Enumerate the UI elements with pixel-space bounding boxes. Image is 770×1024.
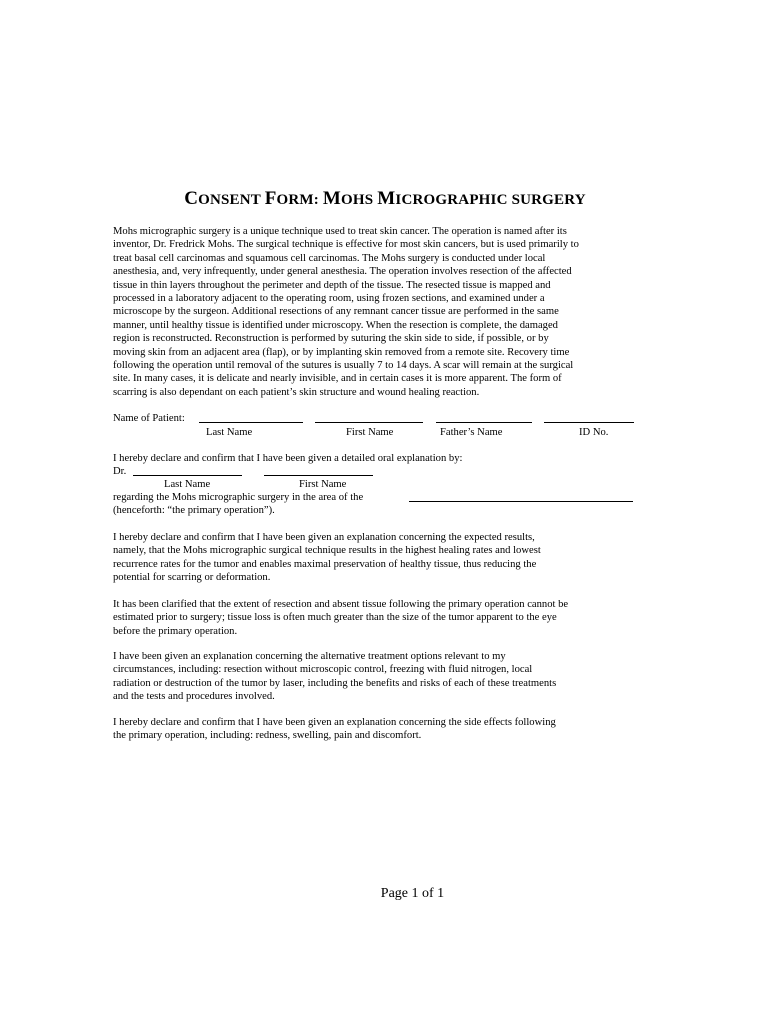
- patient-id-caption: ID No.: [579, 427, 609, 438]
- intro-line: following the operation until removal of the sutures is usually 7 to 14 days. A scar will remain at the surgical: [113, 359, 574, 371]
- intro-line: Mohs micrographic surgery is a unique technique used to treat skin cancer. The operation is named after its: [113, 226, 567, 237]
- patient-name-label: Name of Patient:: [113, 413, 185, 424]
- intro-line: moving skin from an adjacent area (flap), or by implanting skin removed from a remote site. Recovery time: [113, 346, 570, 358]
- intro-line: processed in a laboratory adjacent to the operating room, using frozen sections, and examined under a: [113, 292, 545, 304]
- intro-line: treat basal cell carcinomas and squamous cell carcinomas. The Mohs surgery is conducted under local: [113, 252, 546, 264]
- paragraph-line: namely, that the Mohs micrographic surgical technique results in the highest healing rates and lowest: [113, 545, 541, 557]
- paragraph-line: recurrence rates for the tumor and enables maximal preservation of healthy tissue, thus reducing the: [113, 558, 537, 570]
- intro-paragraph: [113, 225, 658, 399]
- doctor-first-name-caption: First Name: [299, 479, 347, 490]
- title-smallcaps: ORM:: [276, 192, 323, 208]
- intro-line: manner, until healthy tissue is identified under microscopy. When the resection is complete, the damaged: [113, 319, 558, 331]
- side-effects-paragraph: [113, 716, 658, 743]
- paragraph-line: I have been given an explanation concerning the alternative treatment options relevant to my: [113, 651, 506, 662]
- paragraph-line: and the tests and procedures involved.: [113, 691, 275, 703]
- expected-results-paragraph: [113, 531, 658, 585]
- intro-line: anesthesia, and, very infrequently, under general anesthesia. The operation involves resection of the affected: [113, 266, 572, 278]
- patient-fathers-name-field[interactable]: [436, 412, 532, 423]
- patient-last-name-field[interactable]: [199, 412, 303, 423]
- intro-line: region is reconstructed. Reconstruction is performed by suturing the skin side to side, if possible, or by: [113, 333, 549, 345]
- patient-id-field[interactable]: [544, 412, 634, 423]
- page-number: Page 1 of 1: [380, 886, 445, 901]
- title-letter: M: [322, 188, 342, 209]
- intro-line: tissue in thin layers throughout the perimeter and depth of the tissue. The resected tissue is mapped and: [113, 279, 551, 291]
- paragraph-line: It has been clarified that the extent of resection and absent tissue following the primary operation cannot be: [113, 599, 569, 610]
- title-letter: C: [184, 188, 199, 209]
- patient-first-name-caption: First Name: [346, 427, 394, 438]
- title-smallcaps: OHS: [341, 192, 378, 208]
- patient-last-name-caption: Last Name: [206, 427, 253, 438]
- paragraph-line: I hereby declare and confirm that I have been given an explanation concerning the expected results,: [113, 532, 535, 543]
- paragraph-line: circumstances, including: resection without microscopic control, freezing with fluid nitrogen, local: [113, 664, 533, 676]
- paragraph-line: the primary operation, including: redness, swelling, pain and discomfort.: [113, 730, 422, 742]
- doctor-first-name-field[interactable]: [264, 465, 373, 476]
- page-title: [0, 188, 770, 210]
- paragraph-line: before the primary operation.: [113, 625, 238, 637]
- doctor-declaration: I hereby declare and confirm that I have been given a detailed oral explanation by:: [113, 453, 463, 464]
- title-letter: F: [264, 188, 277, 209]
- title-letter: M: [377, 188, 396, 209]
- patient-first-name-field[interactable]: [315, 412, 423, 423]
- intro-line: site. In many cases, it is delicate and nearly invisible, and in certain cases it is more apparent. The form of: [113, 373, 562, 385]
- paragraph-line: estimated prior to surgery; tissue loss is often much greater than the size of the tumor apparent to the eye: [113, 612, 557, 624]
- paragraph-line: I hereby declare and confirm that I have been given an explanation concerning the side effects following: [113, 717, 556, 728]
- paragraph-line: radiation or destruction of the tumor by laser, including the benefits and risks of each of these treatments: [113, 677, 557, 689]
- henceforth-text: (henceforth: “the primary operation”).: [113, 505, 275, 516]
- intro-line: inventor, Dr. Fredrick Mohs. The surgical technique is effective for most skin cancers, but is used primarily to: [113, 239, 579, 251]
- resection-extent-paragraph: [113, 598, 658, 638]
- intro-line: scarring is also dependant on each patient’s skin structure and wound healing reaction.: [113, 386, 480, 398]
- doctor-dr-label: Dr.: [113, 466, 127, 477]
- doctor-last-name-field[interactable]: [133, 465, 242, 476]
- doctor-last-name-caption: Last Name: [164, 479, 211, 490]
- surgery-area-field[interactable]: [409, 491, 633, 502]
- title-smallcaps: ONSENT: [198, 192, 265, 208]
- title-smallcaps: ICROGRAPHIC SURGERY: [395, 192, 586, 208]
- paragraph-line: potential for scarring or deformation.: [113, 572, 271, 584]
- patient-fathers-name-caption: Father’s Name: [440, 427, 503, 438]
- regarding-text: regarding the Mohs micrographic surgery in the area of the: [113, 492, 364, 503]
- alternative-treatments-paragraph: [113, 650, 658, 704]
- intro-line: microscope by the surgeon. Additional resections of any remnant cancer tissue are performed in the same: [113, 306, 559, 318]
